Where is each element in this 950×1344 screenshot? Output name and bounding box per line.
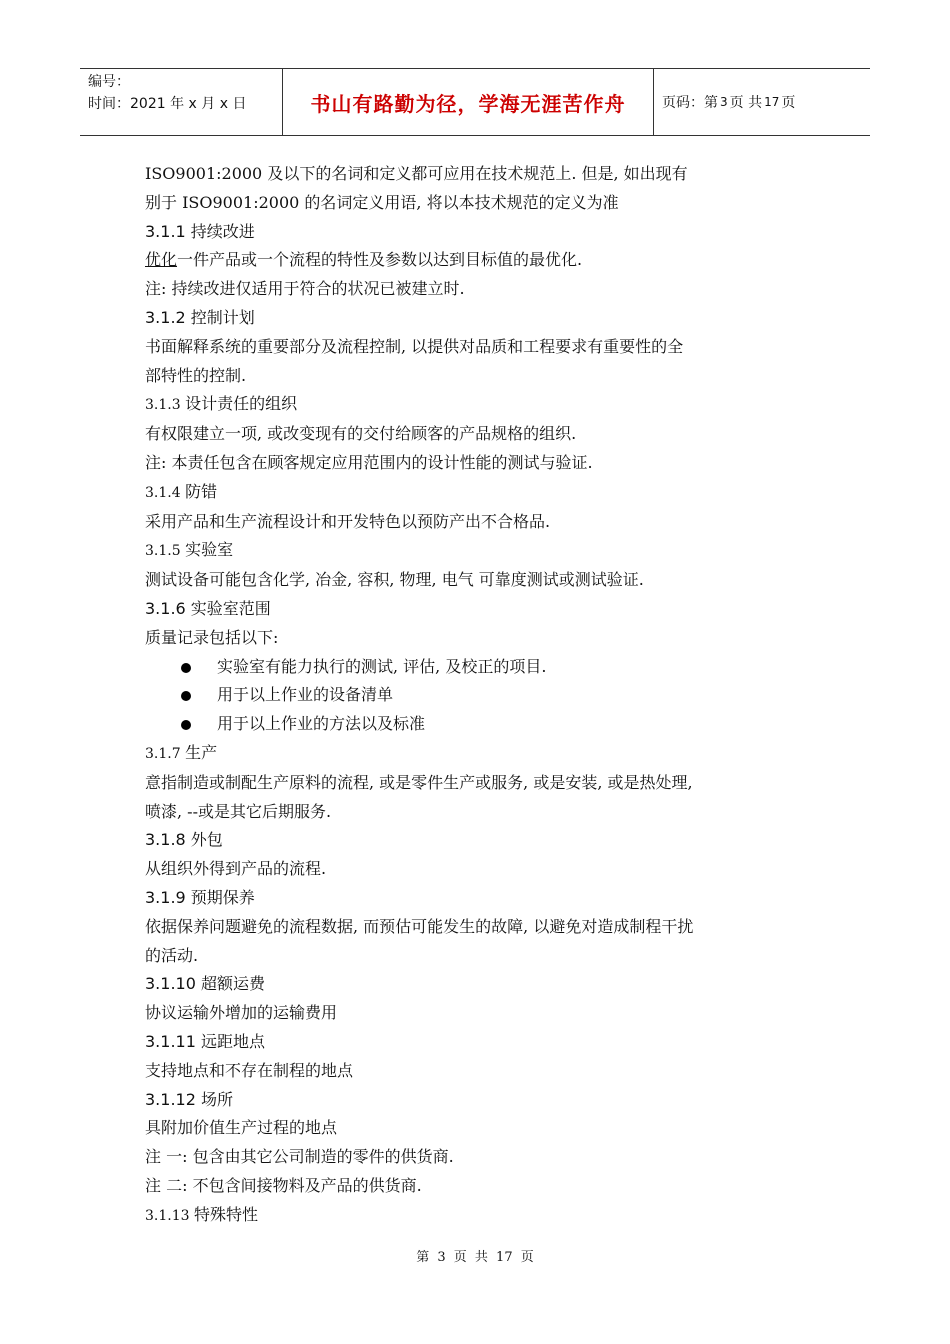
section-number: 3.1.7 (145, 745, 186, 762)
section-3-1-11-heading (145, 1028, 825, 1057)
section-3-1-5-text: 测试设备可能包含化学, 冶金, 容积, 物理, 电气 可靠度测试或测试验证. (145, 570, 644, 590)
term-optimization: 优化 (145, 250, 178, 270)
section-3-1-7-text-1: 意指制造或制配生产原料的流程, 或是零件生产或服务, 或是安装, 或是热处理, (145, 772, 693, 792)
section-3-1-3-text: 有权限建立一项, 或改变现有的交付给顾客的产品规格的组织. (145, 424, 577, 444)
page-suffix: 页 (781, 95, 796, 111)
section-number: 3.1.9 (145, 887, 186, 907)
bullet-icon (181, 691, 191, 701)
section-3-1-11-text: 支持地点和不存在制程的地点 (145, 1060, 354, 1080)
section-3-1-1-note: 注: 持续改进仅适用于符合的状况已被建立时. (145, 279, 465, 299)
list-item: 用于以上作业的设备清单 (145, 681, 825, 710)
section-number: 3.1.3 (145, 397, 186, 414)
page-total: 17 (764, 95, 780, 109)
section-3-1-13-heading (145, 1201, 825, 1231)
section-title: 外包 (185, 830, 223, 850)
intro-line-2: 别于 ISO9001:2000 的名词定义用语, 将以本技术规范的定义为准 (145, 192, 619, 212)
section-3-1-9-text-1: 依据保养问题避免的流程数据, 而预估可能发生的故障, 以避免对造成制程干扰 (145, 916, 694, 936)
page-prefix: 页码：第 (662, 95, 718, 111)
section-3-1-10-text: 协议运输外增加的运输费用 (145, 1003, 338, 1023)
section-number: 3.1.11 (145, 1031, 196, 1051)
section-3-1-10-heading (145, 970, 825, 999)
section-title: 实验室范围 (185, 598, 271, 618)
section-number: 3.1.5 (145, 543, 186, 560)
section-number: 3.1.4 (145, 484, 186, 501)
section-title: 特殊特性 (193, 1204, 258, 1224)
page-current: 3 (720, 95, 728, 109)
page-header (80, 68, 870, 136)
document-number-label: 编号： (88, 74, 130, 90)
section-3-1-4-text: 采用产品和生产流程设计和开发特色以预防产出不合格品. (145, 511, 551, 531)
intro-line-1: ISO9001:2000 及以下的名词和定义都可应用在技术规范上. 但是, 如出现有 (145, 164, 688, 183)
section-title: 实验室 (185, 540, 234, 560)
header-page-number (654, 69, 870, 135)
header-motto: 书山有路勤为径，学海无涯苦作舟 (282, 69, 654, 135)
section-3-1-9-heading (145, 884, 825, 913)
page-mid: 页 共 (729, 95, 763, 111)
header-info (80, 69, 282, 135)
section-title: 控制计划 (185, 307, 255, 327)
section-title: 预期保养 (185, 887, 255, 907)
section-number: 3.1.12 (145, 1089, 196, 1109)
section-number: 3.1.13 (145, 1207, 194, 1224)
section-number: 3.1.2 (145, 307, 186, 327)
section-title: 场所 (195, 1089, 233, 1109)
list-item: 用于以上作业的方法以及标准 (145, 710, 825, 739)
page-footer: 第 3 页 共 17 页 (416, 1250, 534, 1265)
section-3-1-2-text-2: 部特性的控制. (145, 365, 247, 385)
section-3-1-4-heading (145, 478, 825, 508)
section-3-1-12-note-2: 注 二: 不包含间接物料及产品的供货商. (145, 1175, 422, 1195)
section-3-1-1-text (145, 246, 825, 275)
section-3-1-1-heading (145, 218, 825, 247)
section-number: 3.1.10 (145, 974, 196, 994)
section-3-1-6-heading (145, 595, 825, 624)
section-title: 生产 (185, 742, 218, 762)
section-3-1-9-text-2: 的活动. (145, 945, 199, 965)
section-3-1-3-heading (145, 390, 825, 420)
section-title: 防错 (185, 481, 218, 501)
bullet-icon (181, 663, 191, 673)
section-3-1-12-heading (145, 1086, 825, 1115)
section-3-1-12-text: 具附加价值生产过程的地点 (145, 1118, 338, 1138)
document-body (145, 160, 825, 1230)
section-3-1-6-text: 质量记录包括以下: (145, 627, 279, 647)
section-number: 3.1.8 (145, 830, 186, 850)
section-3-1-2-heading (145, 304, 825, 333)
list-item: 实验室有能力执行的测试, 评估, 及校正的项目. (145, 653, 825, 682)
section-number: 3.1.6 (145, 598, 186, 618)
section-3-1-7-heading (145, 739, 825, 769)
document-date-label: 时间：2021 年 x 月 x 日 (88, 96, 247, 112)
section-title: 超额运费 (195, 974, 265, 994)
definition-text: 一件产品或一个流程的特性及参数以达到目标值的最优化. (177, 250, 583, 270)
section-title: 持续改进 (185, 221, 255, 241)
section-3-1-2-text-1: 书面解释系统的重要部分及流程控制, 以提供对品质和工程要求有重要性的全 (145, 336, 684, 356)
section-3-1-8-text: 从组织外得到产品的流程. (145, 859, 327, 879)
section-number: 3.1.1 (145, 221, 186, 241)
section-3-1-12-note-1: 注 一: 包含由其它公司制造的零件的供货商. (145, 1147, 454, 1167)
bullet-icon (181, 720, 191, 730)
section-3-1-5-heading (145, 536, 825, 566)
section-3-1-8-heading (145, 826, 825, 855)
section-title: 设计责任的组织 (185, 394, 298, 414)
section-title: 远距地点 (195, 1031, 265, 1051)
section-3-1-7-text-2: 喷漆, --或是其它后期服务. (145, 801, 332, 821)
section-3-1-3-note: 注: 本责任包含在顾客规定应用范围内的设计性能的测试与验证. (145, 452, 593, 472)
